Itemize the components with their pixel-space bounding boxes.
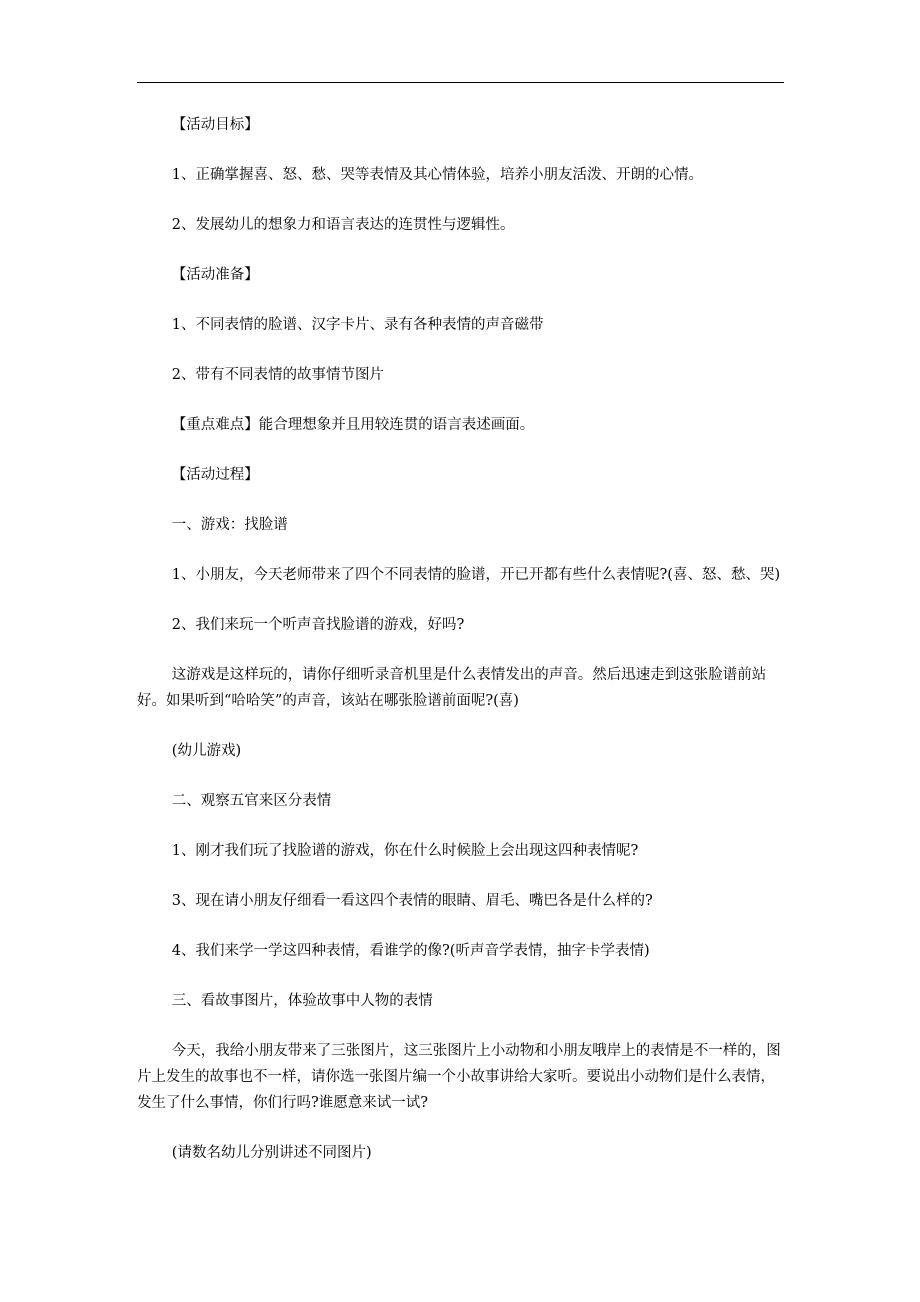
heading-activity-goals: 【活动目标】 xyxy=(171,117,259,133)
section-1-item-1: 1、小朋友，今天老师带来了四个不同表情的脸谱，开已开都有些什么表情呢?(喜、怒、愁、哭) xyxy=(171,567,781,583)
section-2-item-1: 1、刚才我们玩了找脸谱的游戏，你在什么时候脸上会出现这四种表情呢? xyxy=(171,843,639,859)
preparation-item-2: 2、带有不同表情的故事情节图片 xyxy=(171,367,385,383)
section-3-title: 三、看故事图片，体验故事中人物的表情 xyxy=(171,993,433,1009)
header-rule xyxy=(137,82,784,83)
heading-activity-process: 【活动过程】 xyxy=(171,467,259,483)
section-1-game-rules: 这游戏是这样玩的，请你仔细听录音机里是什么表情发出的声音。然后迅速走到这张脸谱前站好。如果听到“哈哈笑”的声音，该站在哪张脸谱前面呢?(喜) xyxy=(137,667,767,709)
section-1-note: (幼儿游戏) xyxy=(171,743,242,759)
section-1-item-2: 2、我们来玩一个听声音找脸谱的游戏，好吗? xyxy=(171,617,465,633)
section-1-title: 一、游戏：找脸谱 xyxy=(171,517,288,533)
section-2-item-4: 4、我们来学一学这四种表情，看谁学的像?(听声音学表情，抽字卡学表情) xyxy=(171,943,650,959)
section-2-title: 二、观察五官来区分表情 xyxy=(171,793,332,809)
heading-activity-preparation: 【活动准备】 xyxy=(171,267,259,283)
goal-item-2: 2、发展幼儿的想象力和语言表达的连贯性与逻辑性。 xyxy=(171,217,515,233)
preparation-item-1: 1、不同表情的脸谱、汉字卡片、录有各种表情的声音磁带 xyxy=(171,317,544,333)
document-body xyxy=(137,112,784,1190)
section-2-item-3: 3、现在请小朋友仔细看一看这四个表情的眼睛、眉毛、嘴巴各是什么样的? xyxy=(171,893,653,909)
section-3-note: (请数名幼儿分别讲述不同图片) xyxy=(171,1145,372,1161)
goal-item-1: 1、正确掌握喜、怒、愁、哭等表情及其心情体验，培养小朋友活泼、开朗的心情。 xyxy=(171,167,704,183)
section-3-body: 今天，我给小朋友带来了三张图片，这三张图片上小动物和小朋友哦岸上的表情是不一样的，图片上发生的故事也不一样，请你选一张图片编一个小故事讲给大家听。要说出小动物们是什么表情，发生了什么事情，你们行吗?谁愿意来试一试? xyxy=(137,1043,781,1111)
key-difficulties: 【重点难点】能合理想象并且用较连贯的语言表述画面。 xyxy=(171,417,535,433)
